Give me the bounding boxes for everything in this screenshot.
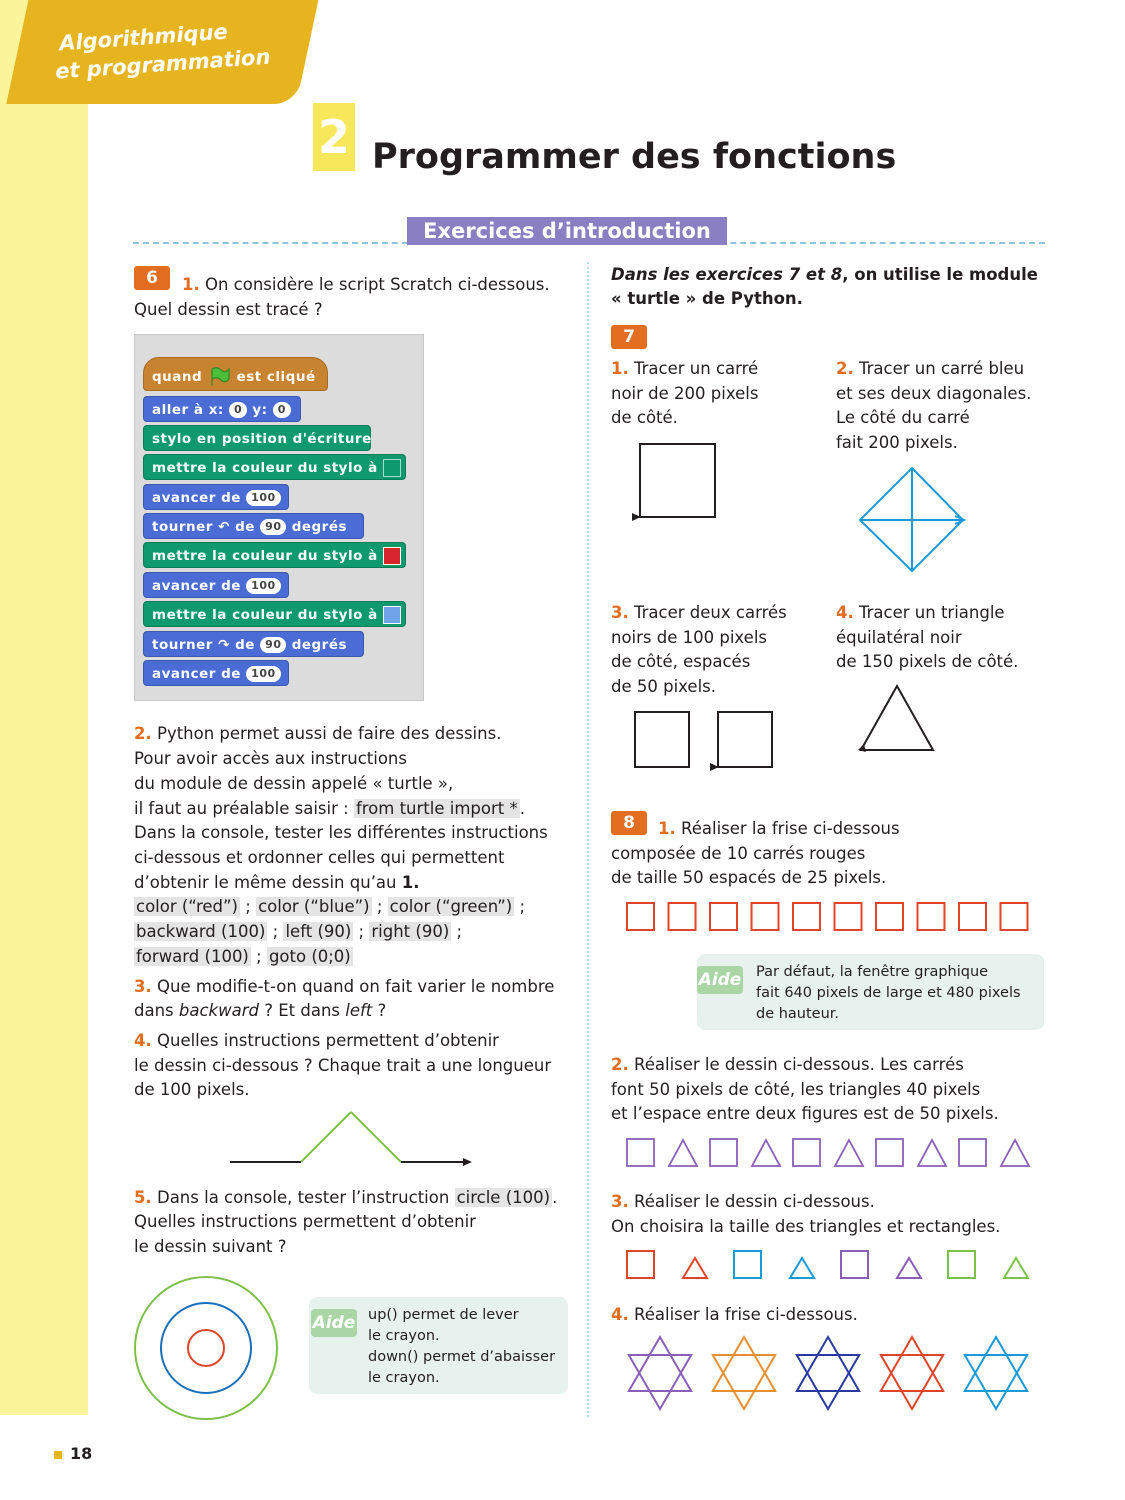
page-marker	[54, 1451, 62, 1459]
scratch-block-set-color-blue: mettre la couleur du stylo à	[143, 601, 406, 627]
green-flag-icon	[207, 366, 231, 388]
red-squares-frieze	[620, 898, 1040, 934]
scratch-block-turn-right: tourner ↷ de 90 degrés	[143, 631, 364, 657]
ex6-aide-tag: Aide	[311, 1309, 357, 1337]
colored-square	[734, 1251, 761, 1278]
colored-triangle	[1004, 1258, 1028, 1278]
ex8-aide-text: Par défaut, la fenêtre graphique fait 640 pixels de large et 480 pixels de hauteur.	[756, 964, 1021, 1022]
purple-square	[710, 1139, 737, 1166]
intro-78-line1: Dans les exercices 7 et 8, on utilise le module	[611, 265, 1038, 284]
ex7-q1: 1. Tracer un carré noir de 200 pixels de côté.	[611, 359, 759, 427]
purple-triangle	[835, 1140, 863, 1166]
scratch-block-forward-3: avancer de 100	[143, 660, 289, 686]
ex6-code-line2: backward (100) ; left (90) ; right (90) ;	[136, 922, 463, 941]
scratch-block-goto: aller à x: 0 y: 0	[143, 396, 301, 422]
purple-triangle	[918, 1140, 946, 1166]
purple-triangle	[1001, 1140, 1029, 1166]
colored-square	[841, 1251, 868, 1278]
side-strip	[0, 0, 88, 1415]
red-square	[876, 903, 903, 930]
chapter-number: 2	[313, 103, 355, 171]
colored-shapes-frieze	[620, 1245, 1040, 1285]
colored-square	[627, 1251, 654, 1278]
red-square	[918, 903, 945, 930]
star-triangle-down	[881, 1355, 943, 1409]
star-triangle-down	[713, 1355, 775, 1409]
scratch-block-set-color-red: mettre la couleur du stylo à	[143, 542, 406, 568]
star-frieze	[620, 1333, 1040, 1413]
ex6-q1-line2: Quel dessin est tracé ?	[134, 300, 323, 319]
ex8-q1-line3: de taille 50 espacés de 25 pixels.	[611, 868, 887, 887]
star-triangle-down	[965, 1355, 1027, 1409]
page-number: 18	[70, 1444, 93, 1463]
star-triangle-up	[629, 1337, 691, 1391]
ex7-q4: 4. Tracer un triangle équilatéral noir de 150 pixels de côté.	[836, 603, 1019, 671]
ex6-q4-line2: le dessin ci-dessous ? Chaque trait a une longueur	[134, 1056, 552, 1075]
scratch-script	[134, 334, 424, 701]
ex6-q4-line3: de 100 pixels.	[134, 1080, 250, 1099]
ex6-q2-line6: ci-dessous et ordonner celles qui permettent	[134, 848, 505, 867]
purple-square	[876, 1139, 903, 1166]
colored-triangle	[790, 1258, 814, 1278]
exercise-8-badge: 8	[611, 811, 647, 835]
scratch-block-set-color-green: mettre la couleur du stylo à	[143, 454, 406, 480]
star-triangle-down	[797, 1355, 859, 1409]
red-square	[835, 903, 862, 930]
star-triangle-down	[629, 1355, 691, 1409]
ex6-q3-line2: dans backward ? Et dans left ?	[134, 1001, 387, 1020]
ex6-q2-line3: du module de dessin appelé « turtle »,	[134, 774, 454, 793]
red-swatch	[383, 547, 401, 565]
exercise-6-badge: 6	[134, 266, 170, 290]
two-squares-drawing	[628, 705, 778, 773]
ex6-q5-line1: 5. Dans la console, tester l’instruction circle (100) .	[134, 1188, 558, 1207]
ex7-q2: 2. Tracer un carré bleu et ses deux diagonales. Le côté du carré fait 200 pixels.	[836, 359, 1032, 452]
scratch-block-pen-down: stylo en position d'écriture	[143, 425, 371, 451]
star-triangle-up	[881, 1337, 943, 1391]
red-square	[710, 903, 737, 930]
triangle-drawing	[854, 683, 938, 755]
ex6-aide-text: up() permet de lever le crayon. down() permet d’abaisser le crayon.	[368, 1307, 556, 1386]
ex6-q1-line1: 1. On considère le script Scratch ci-dessous.	[182, 275, 550, 294]
red-square	[793, 903, 820, 930]
purple-square	[793, 1139, 820, 1166]
colored-triangle	[683, 1258, 707, 1278]
ex6-q2-line1: 2. Python permet aussi de faire des dessins.	[134, 724, 502, 743]
ex6-q5-line2: Quelles instructions permettent d’obtenir	[134, 1212, 476, 1231]
chapter-title: Programmer des fonctions	[372, 137, 897, 177]
chapter-tab-label: Algorithmique et programmation	[54, 19, 272, 84]
ex8-q1-line2: composée de 10 carrés rouges	[611, 844, 866, 863]
red-square	[959, 903, 986, 930]
ex8-q3: 3. Réaliser le dessin ci-dessous. On choisira la taille des triangles et rectangles.	[611, 1192, 1001, 1236]
turn-left-icon: ↶	[218, 519, 230, 535]
ex6-q2-line4: il faut au préalable saisir : from turtle import * .	[134, 799, 525, 818]
ex8-q4: 4. Réaliser la frise ci-dessous.	[611, 1305, 858, 1324]
ex6-q2-line5: Dans la console, tester les différentes instructions	[134, 823, 548, 842]
exercise-7-badge: 7	[611, 325, 647, 349]
ex8-aide-tag: Aide	[697, 966, 743, 994]
section-title: Exercices d’introduction	[407, 217, 727, 245]
ex6-code-line3: forward (100) ; goto (0;0)	[136, 947, 351, 966]
turn-right-icon: ↷	[218, 637, 230, 653]
colored-square	[948, 1251, 975, 1278]
column-divider	[587, 262, 589, 1417]
blue-diamond-drawing	[856, 465, 966, 575]
ex6-q2-line2: Pour avoir accès aux instructions	[134, 749, 407, 768]
black-square-drawing	[628, 440, 720, 522]
ex6-q3-line1: 3. Que modifie-t-on quand on fait varier le nombre	[134, 977, 555, 996]
red-square	[627, 903, 654, 930]
purple-shapes-frieze	[620, 1133, 1040, 1173]
scratch-block-forward-2: avancer de 100	[143, 572, 289, 598]
green-swatch	[383, 459, 401, 477]
purple-triangle	[669, 1140, 697, 1166]
scratch-block-when-flag: quand est cliqué	[143, 357, 328, 391]
star-triangle-up	[965, 1337, 1027, 1391]
star-triangle-up	[797, 1337, 859, 1391]
scratch-block-forward-1: avancer de 100	[143, 484, 289, 510]
concentric-circles-drawing	[133, 1275, 279, 1421]
blue-swatch	[383, 606, 401, 624]
ex8-q1-line1: 1. Réaliser la frise ci-dessous	[658, 819, 900, 838]
intro-78-line2: « turtle » de Python.	[611, 289, 803, 308]
star-triangle-up	[713, 1337, 775, 1391]
ex7-q3: 3. Tracer deux carrés noirs de 100 pixels de côté, espacés de 50 pixels.	[611, 603, 787, 696]
zigzag-drawing	[225, 1105, 480, 1170]
red-square	[1001, 903, 1028, 930]
purple-square	[959, 1139, 986, 1166]
red-square	[669, 903, 696, 930]
purple-triangle	[752, 1140, 780, 1166]
ex6-q5-line3: le dessin suivant ?	[134, 1237, 287, 1256]
scratch-block-turn-left: tourner ↶ de 90 degrés	[143, 513, 364, 539]
colored-triangle	[897, 1258, 921, 1278]
ex6-code-line1: color (“red”) ; color (“blue”) ; color (“green”) ;	[136, 897, 526, 916]
ex8-q2: 2. Réaliser le dessin ci-dessous. Les carrés font 50 pixels de côté, les triangles 40 pixels et l’espace entre deux figures est de 50 pixels.	[611, 1055, 999, 1123]
ex6-q4-line1: 4. Quelles instructions permettent d’obtenir	[134, 1031, 499, 1050]
red-square	[752, 903, 779, 930]
ex6-q2-line7: d’obtenir le même dessin qu’au 1.	[134, 873, 420, 892]
purple-square	[627, 1139, 654, 1166]
